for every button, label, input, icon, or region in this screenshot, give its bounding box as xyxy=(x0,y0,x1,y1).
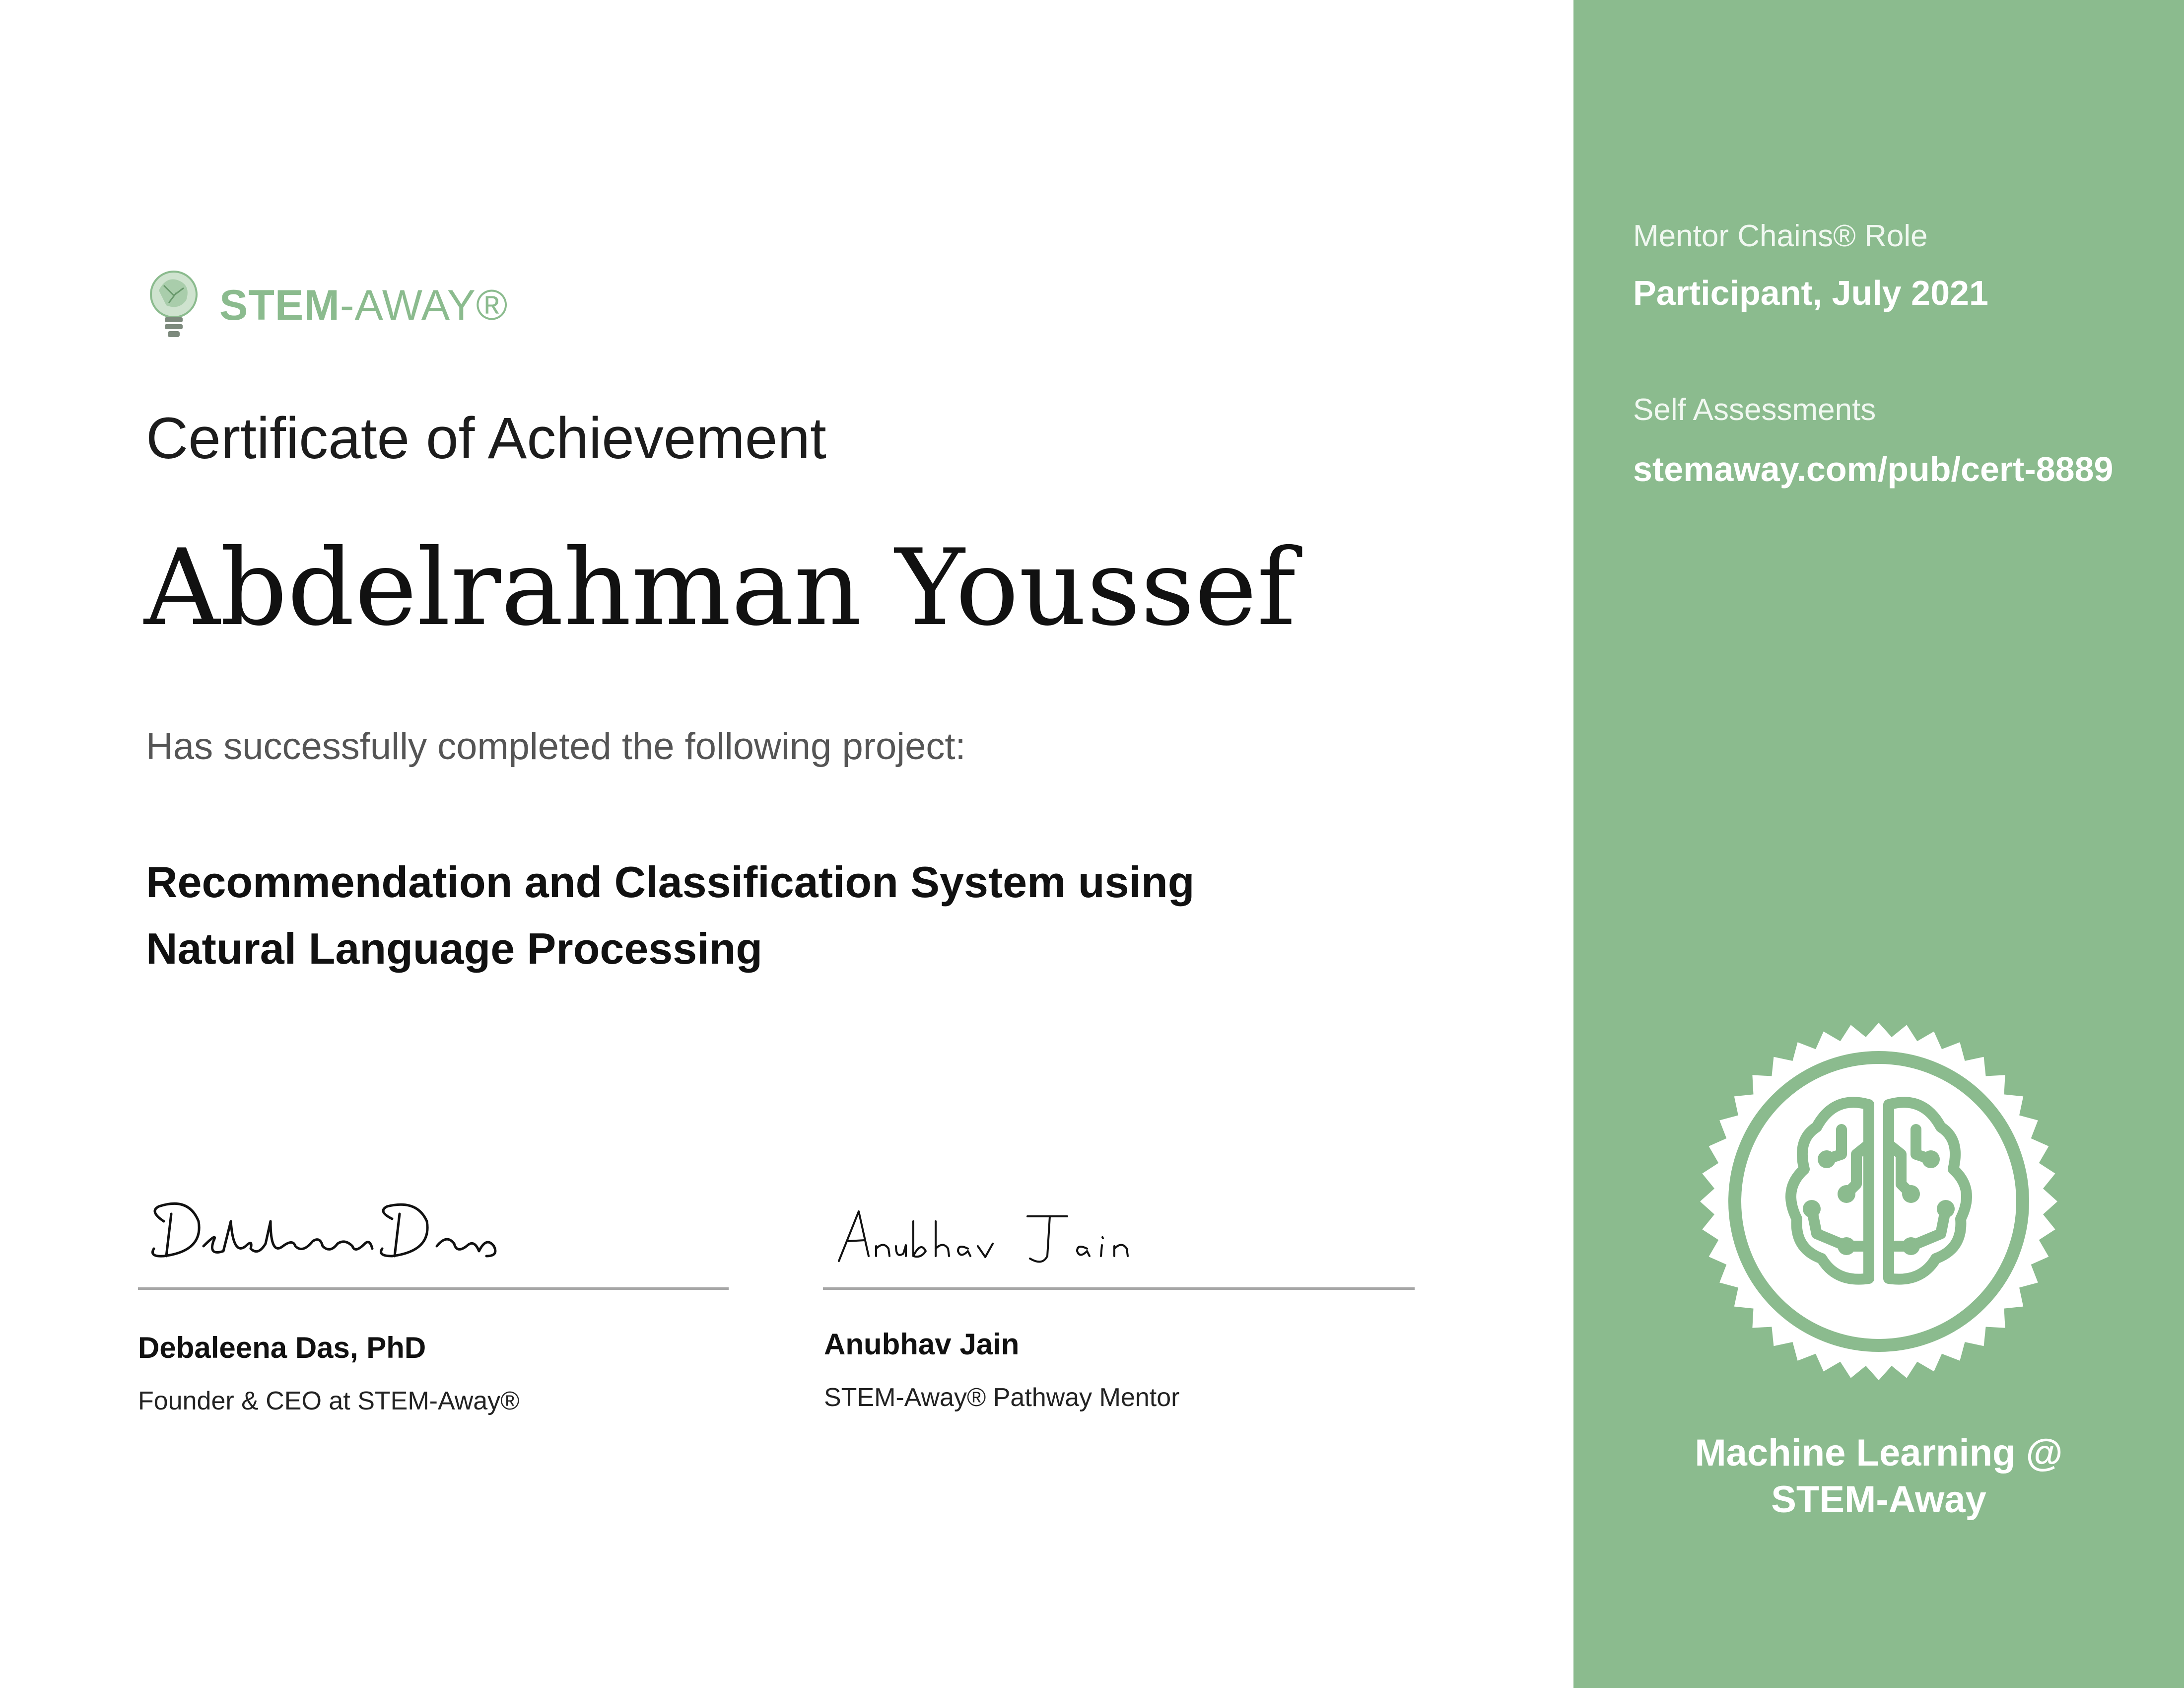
role-label: Mentor Chains® Role xyxy=(1633,219,1928,253)
logo-text-rest: -AWAY® xyxy=(340,281,508,329)
badge-caption-line-1: Machine Learning @ xyxy=(1695,1432,2063,1474)
info-side-panel xyxy=(1573,0,2184,1688)
signer-2-name: Anubhav Jain xyxy=(824,1328,1020,1361)
role-value: Participant, July 2021 xyxy=(1633,274,1988,312)
signature-anubhav-jain xyxy=(834,1201,1152,1271)
logo-text-bold: STEM xyxy=(219,281,340,329)
self-assessments-label: Self Assessments xyxy=(1633,393,1876,427)
badge-caption-line-2: STEM-Away xyxy=(1771,1478,1986,1521)
lightbulb-logo-icon xyxy=(144,266,204,345)
project-title-line-2: Natural Language Processing xyxy=(146,924,763,973)
signer-2-role: STEM-Away® Pathway Mentor xyxy=(824,1383,1180,1412)
logo-wordmark xyxy=(219,281,508,330)
brain-circuit-seal-icon xyxy=(1698,1020,2060,1383)
stem-away-logo xyxy=(144,266,508,345)
self-assessments-link[interactable]: stemaway.com/pub/cert-8889 xyxy=(1633,450,2114,489)
completion-statement: Has successfully completed the following project: xyxy=(146,725,966,768)
signature-line-1 xyxy=(138,1287,729,1290)
certificate-title: Certificate of Achievement xyxy=(146,406,826,471)
signer-1-name: Debaleena Das, PhD xyxy=(138,1331,426,1364)
badge-caption xyxy=(1573,1430,2184,1523)
recipient-name: Abdelrahman Youssef xyxy=(144,526,1296,649)
signature-debaleena-das xyxy=(144,1192,531,1271)
project-title xyxy=(146,849,1486,982)
signer-1-role: Founder & CEO at STEM-Away® xyxy=(138,1387,520,1415)
project-title-line-1: Recommendation and Classification System using xyxy=(146,857,1195,907)
signature-line-2 xyxy=(823,1287,1415,1290)
